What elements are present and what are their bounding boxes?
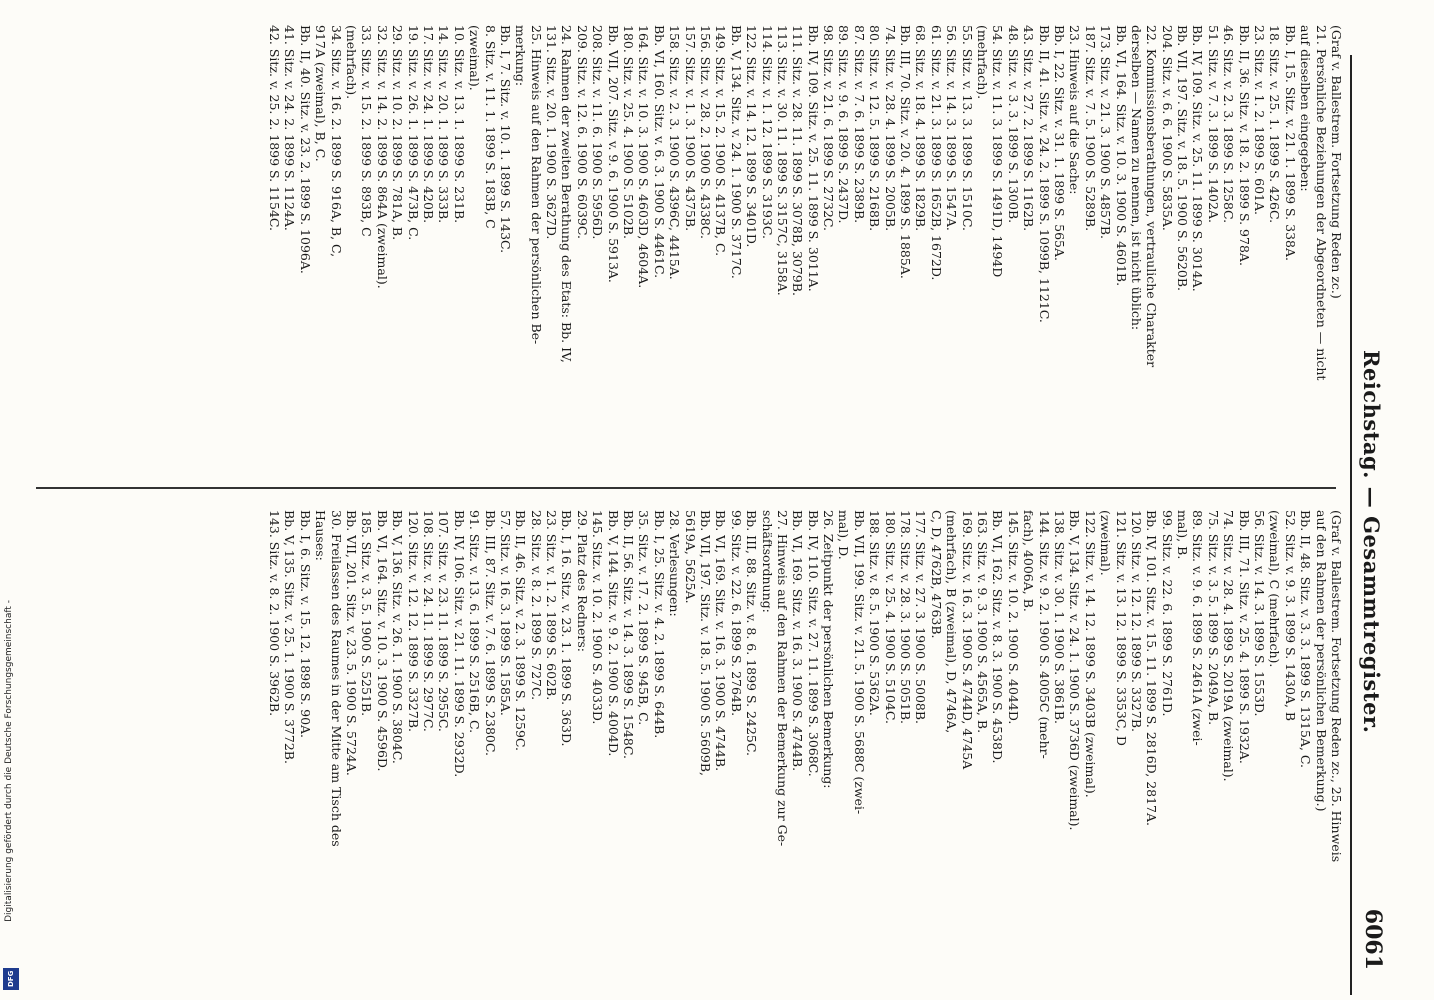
index-line: 145. Sitz. v. 10. 2. 1900 S. 4033D. <box>590 510 606 725</box>
index-line: Bb. VII, 201. Sitz. v. 23. 5. 1900 S. 5724A. <box>344 510 359 776</box>
index-line: Bb. I, 16. Sitz. v. 23. 1. 1899 S. 363D. <box>559 510 575 747</box>
index-line: 209. Sitz. v. 12. 6. 1900 S. 6039C. <box>574 25 590 239</box>
index-line: Bb. I, 22. Sitz. v. 31. 1. 1899 S. 565A. <box>1051 25 1067 261</box>
index-line: Bb. VI, 160. Sitz. v. 6. 3. 1900 S. 4461C. <box>651 25 667 279</box>
index-line: 32. Sitz. v. 14. 2. 1899 S. 864A (zweimal). <box>374 25 390 289</box>
index-line: Bb. II, 46. Sitz. v. 2. 3. 1899 S. 1259C. <box>513 510 529 752</box>
digitization-notice: Digitalisierung gefördert durch die Deutsche Forschungsgemeinschaft - <box>4 600 14 922</box>
index-line: 61. Sitz. v. 21. 3. 1899 S. 1652B, 1672D. <box>928 25 944 281</box>
index-line: 163. Sitz. v. 9. 3. 1900 S. 4565A, B. <box>975 510 991 734</box>
index-line: 52. Sitz. v. 9. 3. 1899 S. 1430A, B <box>1282 510 1298 722</box>
index-line: 180. Sitz. v. 25. 4. 1900 S. 5104C. <box>882 510 898 724</box>
index-line: 89. Sitz. v. 9. 6. 1899 S. 2461A (zwei- <box>1190 510 1206 746</box>
index-line: Bb. III, 70. Sitz. v. 20. 4. 1899 S. 1885A. <box>898 25 914 279</box>
index-line: 131. Sitz. v. 20. 1. 1900 S. 3627D. <box>544 25 560 240</box>
index-line: 157. Sitz. v. 1. 3. 1900 S. 4375B. <box>682 25 698 232</box>
index-line: 51. Sitz. v. 7. 3. 1899 S. 1402A. <box>1205 25 1221 223</box>
index-line: 89. Sitz. v. 9. 6. 1899 S. 2437D. <box>836 25 852 224</box>
index-line: Bb. IV, 109. Sitz. v. 25. 11. 1899 S. 3014A. <box>1190 25 1206 292</box>
index-line: 111. Sitz. v. 28. 11. 1899 S. 3078B, 3079B. <box>790 25 806 296</box>
index-line: 74. Sitz. v. 28. 4. 1899 S. 2005B. <box>882 25 898 232</box>
index-line: (mehrfach). <box>975 25 991 100</box>
index-line: 113. Sitz. v. 30. 11. 1899 S. 3157C, 3158A. <box>774 25 790 296</box>
index-line: mal), B. <box>1175 510 1191 560</box>
index-line: Bb. II, 40. Sitz. v. 23. 2. 1899 S. 1096A. <box>297 25 313 274</box>
index-line: 99. Sitz. v. 22. 6. 1899 S. 2761D. <box>1159 510 1175 717</box>
index-line: 169. Sitz. v. 16. 3. 1900 S. 4744D, 4745A <box>959 510 975 770</box>
index-line: merkung: <box>513 25 529 87</box>
index-line: Bb. VI, 162. Sitz. v. 8. 3. 1900 S. 4538D. <box>990 510 1006 764</box>
index-line: 108. Sitz. v. 24. 11. 1899 S. 2977C. <box>420 510 436 732</box>
index-line: 23. Sitz. v. 1. 2. 1899 S. 602B. <box>544 510 560 701</box>
index-line: 99. Sitz. v. 22. 6. 1899 S. 2764B. <box>728 510 744 717</box>
index-line: mal), D. <box>836 510 852 560</box>
index-line: Bb. VII, 199. Sitz. v. 21. 5. 1900 S. 5688C (zwei- <box>851 510 867 815</box>
index-line: Bb. IV, 110. Sitz. v. 27. 11. 1899 S. 3068C. <box>805 510 821 777</box>
index-line: schäftsordnung: <box>759 510 775 613</box>
index-line: 10. Sitz. v. 13. 1. 1899 S. 231B. <box>451 25 467 224</box>
index-line: (Graf v. Ballestrem. Fortsetzung Reden zc.) <box>1329 25 1344 299</box>
index-line: C, D, 4762B, 4763B. <box>928 510 944 639</box>
index-line: (zweimal). <box>1098 510 1114 576</box>
index-line: 56. Sitz. v. 14. 3. 1899 S. 1553D. <box>1252 510 1268 717</box>
index-line: 158. Sitz. v. 2. 3. 1900 S. 4396C, 4415A. <box>667 25 683 280</box>
index-line: Bb. I, 15. Sitz. v. 21. 1. 1899 S. 338A. <box>1282 25 1298 261</box>
index-line: 28. Verlesungen: <box>667 510 683 617</box>
index-line: Bb. VII, 197. Sitz. v. 18. 5. 1900 S. 5609B, <box>697 510 713 777</box>
index-line: 27. Hinweis auf den Rahmen der Bemerkung zur Ge- <box>774 510 790 847</box>
index-line: 917A (zweimal), B, C. <box>313 25 329 162</box>
index-line: 187. Sitz. v. 7. 5. 1900 S. 5289B. <box>1082 25 1098 232</box>
index-line: 41. Sitz. v. 24. 2. 1899 S. 1124A. <box>282 25 298 231</box>
index-line: 144. Sitz. v. 9. 2. 1900 S. 4005C (mehr- <box>1036 510 1052 759</box>
index-line: 121. Sitz. v. 13. 12. 1899 S. 3353C, D <box>1113 510 1129 746</box>
index-line: 57. Sitz. v. 16. 3. 1899 S. 1585A. <box>497 510 513 716</box>
header-rule <box>1350 55 1352 995</box>
index-line: fach), 4006A, B. <box>1021 510 1037 612</box>
index-line: 145. Sitz. v. 10. 2. 1900 S. 4044D. <box>1005 510 1021 725</box>
index-line: 29. Sitz. v. 10. 2. 1899 S. 781A, B. <box>390 25 406 241</box>
index-line: 180. Sitz. v. 25. 4. 1900 S. 5102B. <box>621 25 637 240</box>
index-line: (Graf v. Ballestrem. Fortsetzung Reden zc., 25. Hinweis <box>1329 510 1344 863</box>
index-line: 122. Sitz. v. 14. 12. 1899 S. 3401D. <box>744 25 760 248</box>
index-line: 149. Sitz. v. 15. 2. 1900 S. 4137B, C. <box>713 25 729 257</box>
index-line: Bb. V, 134. Sitz. v. 24. 1. 1900 S. 3736D (zweimal). <box>1067 510 1083 831</box>
right-column <box>14 510 1344 960</box>
index-line: 91. Sitz. v. 13. 6. 1899 S. 2516B, C. <box>467 510 483 734</box>
index-line: 34. Sitz. v. 16. 2. 1899 S. 916A, B, C, <box>328 25 344 258</box>
index-line: 114. Sitz. v. 1. 12. 1899 S. 3193C. <box>759 25 775 239</box>
index-line: 25. Hinweis auf den Rahmen der persönlichen Be- <box>528 25 544 345</box>
index-line: 204. Sitz. v. 6. 6. 1900 S. 5835A. <box>1159 25 1175 231</box>
left-column <box>14 25 1344 475</box>
index-line: Bb. I, 6. Sitz. v. 15. 12. 1898 S. 90A. <box>297 510 313 739</box>
index-line: 122. Sitz. v. 14. 12. 1899 S. 3403B (zweimal). <box>1082 510 1098 798</box>
index-line: 68. Sitz. v. 18. 4. 1899 S. 1829B. <box>913 25 929 232</box>
index-line: Bb. V, 135. Sitz. v. 25. 1. 1900 S. 3772B. <box>282 510 298 764</box>
index-line: Bb. III, 88. Sitz. v. 8. 6. 1899 S. 2425C. <box>744 510 760 756</box>
index-line: Bb. IV, 101. Sitz. v. 15. 11. 1899 S. 2816D, 2817A. <box>1144 510 1160 827</box>
index-line: 18. Sitz. v. 25. 1. 1899 S. 426C. <box>1267 25 1283 224</box>
index-line: 107. Sitz. v. 23. 11. 1899 S. 2955C. <box>436 510 452 732</box>
index-line: 177. Sitz. v. 27. 3. 1900 S. 5008B. <box>913 510 929 725</box>
index-line: 185. Sitz. v. 3. 5. 1900 S. 5251B. <box>359 510 375 717</box>
index-line: Bb. II, 56. Sitz. v. 14. 3. 1899 S. 1548C. <box>621 510 637 759</box>
index-line: 55. Sitz. v. 13. 3. 1899 S. 1510C. <box>959 25 975 231</box>
index-line: (zweimal), C (mehrfach). <box>1267 510 1283 668</box>
index-line: Bb. VII, 197. Sitz. v. 18. 5. 1900 S. 5620B. <box>1175 25 1191 292</box>
index-line: Bb. II, 41. Sitz. v. 24. 2. 1899 S. 1099B, 1121C. <box>1036 25 1052 323</box>
index-line: 156. Sitz. v. 28. 2. 1900 S. 4338C. <box>697 25 713 239</box>
index-line: Bb. III, 87. Sitz. v. 7. 6. 1899 S. 2380C. <box>482 510 498 756</box>
index-line: 28. Sitz. v. 8. 2. 1899 S. 727C. <box>528 510 544 701</box>
index-line: Bb. VII, 207. Sitz. v. 9. 6. 1900 S. 5913A. <box>605 25 621 283</box>
index-line: 43. Sitz. v. 27. 2. 1899 S. 1162B. <box>1021 25 1037 232</box>
dfg-logo-icon: DFG <box>3 968 19 990</box>
index-line: 120. Sitz. v. 12. 12. 1899 S. 3327B. <box>405 510 421 732</box>
index-line: Bb. VI, 169. Sitz. v. 16. 3. 1900 S. 4744B. <box>713 510 729 772</box>
index-line: Bb. VI, 164. Sitz. v. 10. 3. 1900 S. 4596D. <box>374 510 390 772</box>
index-line: (mehrfach), B (zweimal), D, 4746A, <box>944 510 960 734</box>
index-line: 5619A, 5625A. <box>682 510 698 604</box>
index-line: derselben — Namen zu nennen, ist nicht üblich: <box>1128 25 1144 331</box>
index-line: 23. Sitz. v. 1. 2. 1899 S. 601A. <box>1252 25 1268 216</box>
running-title: Reichstag. — Gesammtregister. <box>1359 350 1384 734</box>
index-line: Bb. V, 134. Sitz. v. 24. 1. 1900 S. 3717C. <box>728 25 744 279</box>
index-line: Bb. VI, 169. Sitz. v. 16. 3. 1900 S. 4744B. <box>790 510 806 772</box>
index-line: Bb. I, 25. Sitz. v. 4. 2. 1899 S. 644B. <box>651 510 667 739</box>
index-line: Bb. I, 7. Sitz. v. 10. 1. 1899 S. 143C. <box>497 25 513 254</box>
index-line: 188. Sitz. v. 8. 5. 1900 S. 5362A. <box>867 510 883 716</box>
index-line: 21. Persönliche Beziehungen der Abgeordneten — nicht <box>1313 25 1329 381</box>
index-line: Bb. V, 144. Sitz. v. 9. 2. 1900 S. 4004D. <box>605 510 621 757</box>
index-line: Bb. VI, 164. Sitz. v. 10. 3. 1900 S. 4601B. <box>1113 25 1129 287</box>
index-line: 208. Sitz. v. 11. 6. 1900 S. 5956D. <box>590 25 606 240</box>
index-line: (zweimal). <box>467 25 483 91</box>
index-line: 56. Sitz. v. 14. 3. 1899 S. 1547A. <box>944 25 960 231</box>
index-line: 30. Freilassen des Raumes in der Mitte am Tisch des <box>328 510 344 847</box>
index-line: (mehrfach). <box>344 25 359 100</box>
index-line: 35. Sitz. v. 17. 2. 1899 S. 945B, C. <box>636 510 652 726</box>
index-line: 17. Sitz. v. 24. 1. 1899 S. 420B. <box>420 25 436 224</box>
index-line: 98. Sitz. v. 21. 6. 1899 S. 2732C. <box>821 25 837 231</box>
index-line: 80. Sitz. v. 12. 5. 1899 S. 2168B. <box>867 25 883 232</box>
index-line: 22. Kommissionsberathungen, vertrauliche Charakter <box>1144 25 1160 368</box>
index-line: 164. Sitz. v. 10. 3. 1900 S. 4603D, 4604A. <box>636 25 652 289</box>
index-line: 54. Sitz. v. 11. 3. 1899 S. 1491D, 1494D <box>990 25 1006 278</box>
index-line: auf dieselben eingegeben: <box>1298 25 1314 192</box>
index-line: 19. Sitz. v. 26. 1. 1899 S. 473B, C. <box>405 25 421 241</box>
index-line: Bb. IV, 109. Sitz. v. 25. 11. 1899 S. 3011A. <box>805 25 821 292</box>
index-line: 24. Rahmen der zweiten Berathung des Etats: Bb. IV, <box>559 25 575 363</box>
index-line: auf den Rahmen der persönlichen Bemerkung.) <box>1313 510 1329 812</box>
column-divider <box>36 487 1336 489</box>
index-line: 178. Sitz. v. 28. 3. 1900 S. 5051B. <box>898 510 914 725</box>
index-line: 33. Sitz. v. 15. 2. 1899 S. 893B, C <box>359 25 375 237</box>
index-line: Bb. IV, 106. Sitz. v. 21. 11. 1899 S. 2932D. <box>451 510 467 778</box>
index-line: 14. Sitz. v. 20. 1. 1899 S. 333B. <box>436 25 452 224</box>
index-line: 42. Sitz. v. 25. 2. 1899 S. 1154C. <box>267 25 283 231</box>
index-line: 8. Sitz. v. 11. 1. 1899 S. 183B, C <box>482 25 498 229</box>
index-line: 143. Sitz. v. 8. 2. 1900 S. 3962B. <box>267 510 283 717</box>
index-line: Bb. II, 36. Sitz. v. 18. 2. 1899 S. 978A. <box>1236 25 1252 266</box>
index-line: Bb. V, 136. Sitz. v. 26. 1. 1900 S. 3804C. <box>390 510 406 764</box>
page-number: 6061 <box>1360 908 1386 970</box>
index-line: 173. Sitz. v. 21. 3. 1900 S. 4857B. <box>1098 25 1114 240</box>
index-line: 23. Hinweis auf die Sache: <box>1067 25 1083 195</box>
index-line: 26. Zeitpunkt der persönlichen Bemerkung: <box>821 510 837 789</box>
index-line: Hauses: <box>313 510 329 561</box>
index-line: Bb. III, 71. Sitz. v. 25. 4. 1899 S. 1932A. <box>1236 510 1252 764</box>
index-line: 120. Sitz. v. 12. 12. 1899 S. 3327B. <box>1128 510 1144 732</box>
index-line: Bb. II, 48. Sitz. v. 3. 3. 1899 S. 1315A, C. <box>1298 510 1314 768</box>
index-line: 138. Sitz. v. 30. 1. 1900 S. 3861B. <box>1051 510 1067 725</box>
index-line: 75. Sitz. v. 3. 5. 1899 S. 2049A, B. <box>1205 510 1221 726</box>
index-line: 74. Sitz. v. 28. 4. 1899 S. 2019A (zweimal). <box>1221 510 1237 782</box>
page-header <box>1354 0 1396 1000</box>
index-line: 48. Sitz. v. 3. 3. 1899 S. 1300B. <box>1005 25 1021 224</box>
index-line: 87. Sitz. v. 7. 6. 1899 S. 2389B. <box>851 25 867 224</box>
index-line: 46. Sitz. v. 2. 3. 1899 S. 1258C. <box>1221 25 1237 224</box>
index-line: 29. Platz des Redners: <box>574 510 590 652</box>
